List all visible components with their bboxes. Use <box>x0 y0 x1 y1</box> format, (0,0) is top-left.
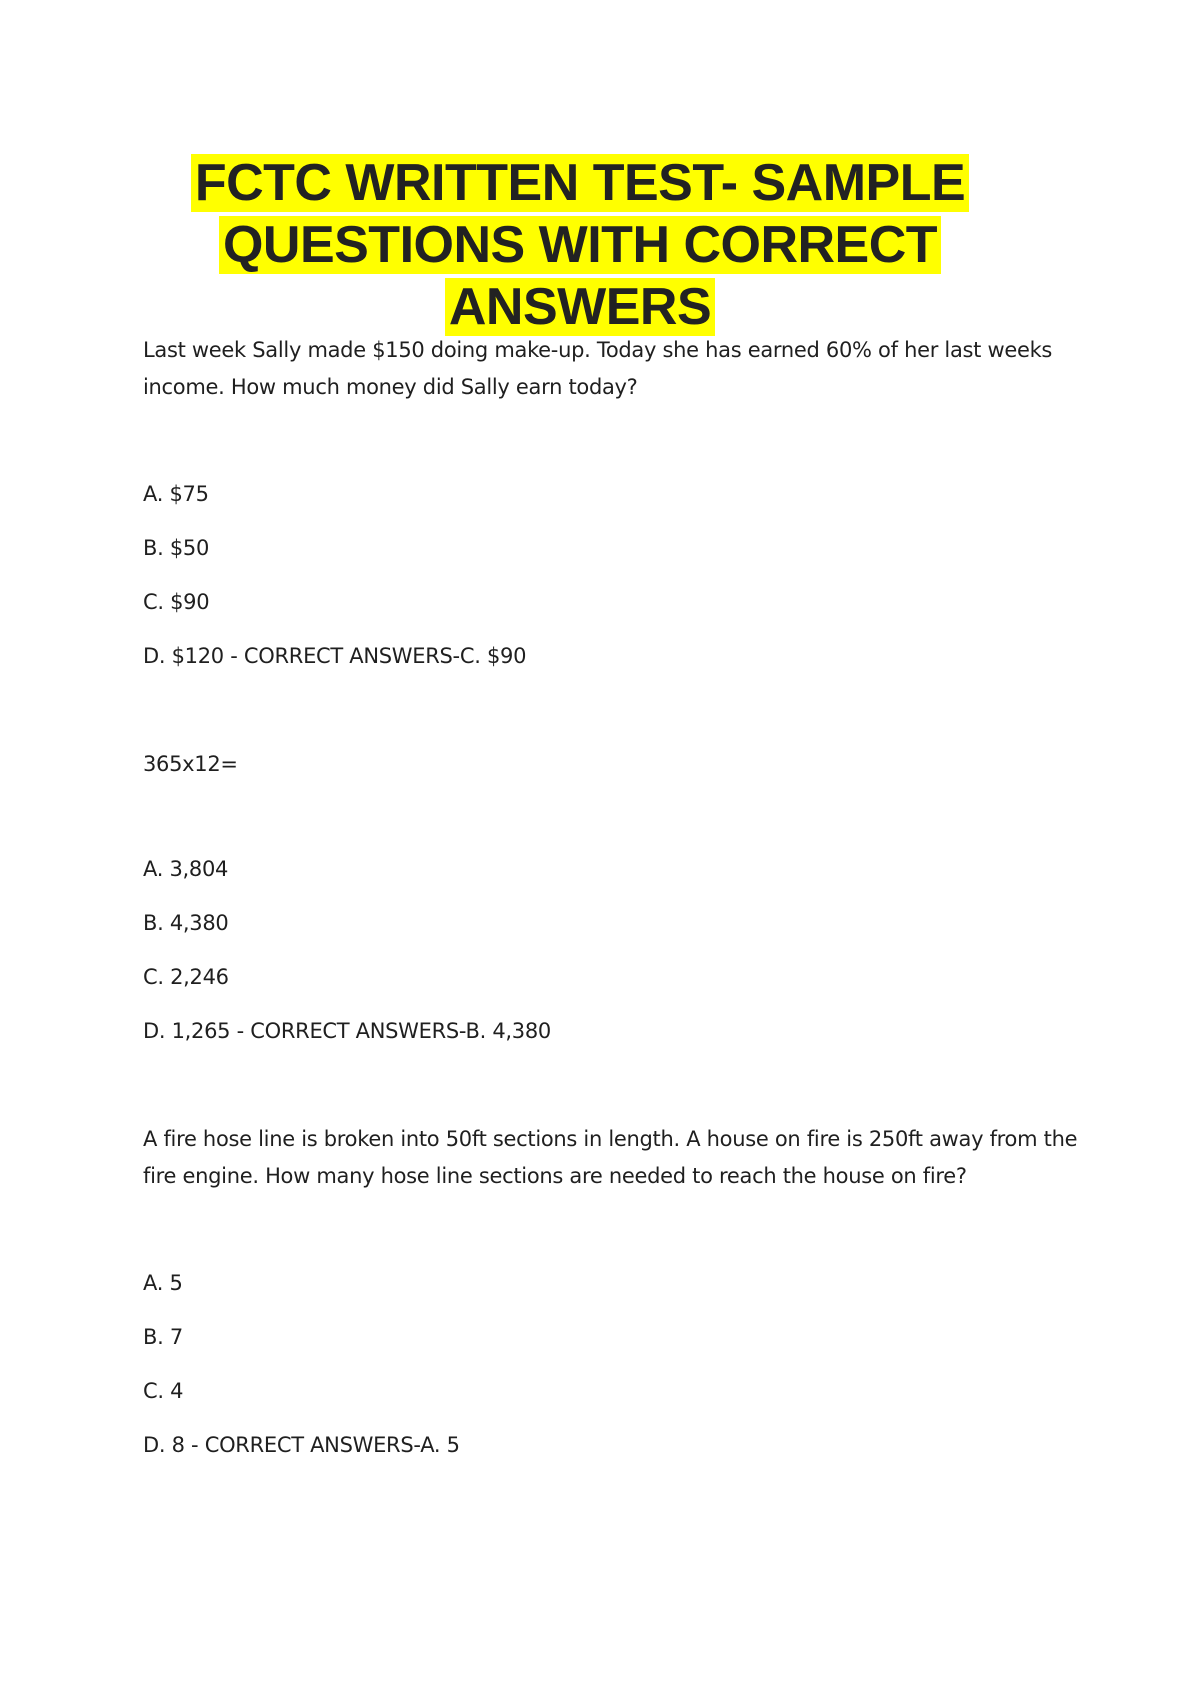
document-title <box>0 152 1160 338</box>
title-line: ANSWERS <box>445 278 715 336</box>
title-line: FCTC WRITTEN TEST- SAMPLE <box>191 154 969 212</box>
question-text: 365x12= <box>143 752 238 776</box>
answer-option: B. $50 <box>143 536 210 560</box>
answer-option: C. 2,246 <box>143 965 229 989</box>
question-text: Last week Sally made $150 doing make-up. Today she has earned 60% of her last weeks income. How much money did Sally earn today? <box>143 338 1053 399</box>
answer-option-with-correct-answer: D. 1,265 - CORRECT ANSWERS-B. 4,380 <box>143 1019 551 1043</box>
question-text: A fire hose line is broken into 50ft sections in length. A house on fire is 250ft away from the fire engine. How many hose line sections are needed to reach the house on fire? <box>143 1127 1078 1188</box>
answer-option: A. 5 <box>143 1271 183 1295</box>
answer-option: B. 4,380 <box>143 911 229 935</box>
title-line: QUESTIONS WITH CORRECT <box>219 216 941 274</box>
answer-option: C. $90 <box>143 590 210 614</box>
answer-option: A. 3,804 <box>143 857 229 881</box>
answer-option-with-correct-answer: D. $120 - CORRECT ANSWERS-C. $90 <box>143 644 527 668</box>
answer-option: A. $75 <box>143 482 209 506</box>
answer-option-with-correct-answer: D. 8 - CORRECT ANSWERS-A. 5 <box>143 1433 460 1457</box>
answer-option: C. 4 <box>143 1379 184 1403</box>
answer-option: B. 7 <box>143 1325 183 1349</box>
